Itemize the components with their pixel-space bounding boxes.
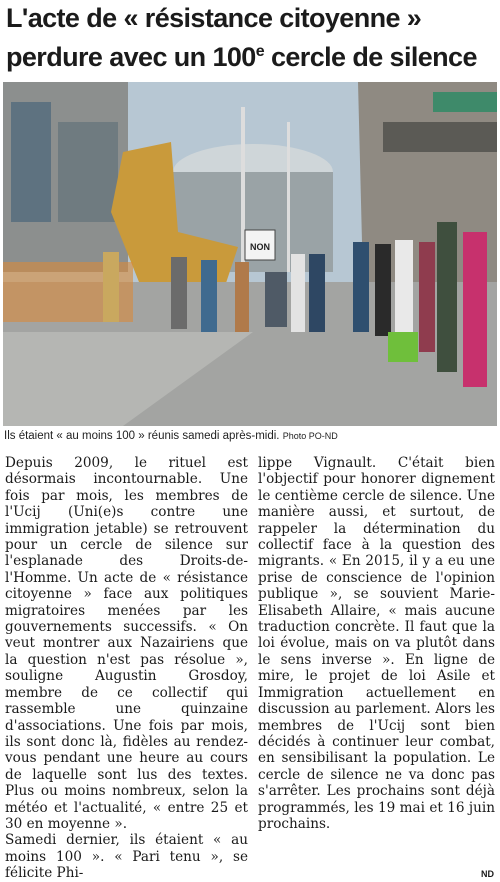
photo-awning [383,122,497,152]
article-paragraph: Depuis 2009, le rituel est désormais incontournable. Une fois par mois, les membres de l'Ucij (Uni(e)s contre une immigration jetable) se retrouvent pour un cercle de silence sur l'esplanade des Droits-de-l'Homme. Un acte de « résistance citoyenne » face aux politiques migratoires menées par les gouvernements successifs. « On veut montrer aux Nazairiens que la question n'est pas résolue », souligne Augustin Grosdoy, membre de ce collectif qui rassemble une quinzaine d'associations. Une fois par mois, ils sont donc là, fidèles au rendez-vous pendant une heure au cours de laquelle sont lus des textes. Plus ou moins nombreux, selon la météo et l'actualité, « entre 25 et 30 en moyenne ». [5,455,248,832]
photo-green-bag [388,332,418,362]
caption-text: Ils étaient « au moins 100 » réunis samedi après-midi. [4,430,280,442]
headline-line-1: L'acte de « résistance citoyenne » [6,3,422,33]
photo-illustration [3,82,497,426]
headline-superscript: e [255,43,265,60]
headline-line-2-end: cercle de silence [264,42,477,72]
headline-line-2 [6,35,494,74]
headline [6,2,494,74]
photo-left-facade [58,122,118,222]
headline-line-2-start: perdure avec un 100 [6,42,256,72]
article-paragraph: lippe Vignault. C'était bien l'objectif pour honorer dignement le centième cercle de silence. Une manière aussi, et surtout, de rappeler la détermination du collectif face à la question des migrants. « En 2015, il y a eu une prise de conscience de l'opinion publique », se souvient Marie-Elisabeth Allaire, « mais aucune traduction concrète. Il faut que la loi évolue, mais on va plutôt dans le sens inverse ». En ligne de mire, le projet de loi Asile et Immigration actuellement en discussion au parlement. Alors les membres de l'Ucij sont bien décidés à continuer leur combat, en sensibilisant la population. Le cercle de silence ne va donc pas s'arrêter. Les prochains sont déjà programmés, les 19 mai et 16 juin prochains. [258,455,495,832]
caption-credit: Photo PO-ND [282,431,338,441]
photo-left-windows [11,102,51,222]
photo-lamp-post-2 [287,122,290,272]
article-column-left [5,455,248,882]
article-paragraph: Samedi dernier, ils étaient « au moins 100 ». « Pari tenu », se félicite Phi- [5,832,248,882]
photo-caption [4,430,494,442]
article-photo [3,82,497,426]
photo-lamp-post [241,107,245,277]
author-signature: ND [481,869,494,879]
photo-sign-text: NON [250,242,270,252]
photo-green-sign [433,92,497,112]
article-column-right [258,455,495,832]
